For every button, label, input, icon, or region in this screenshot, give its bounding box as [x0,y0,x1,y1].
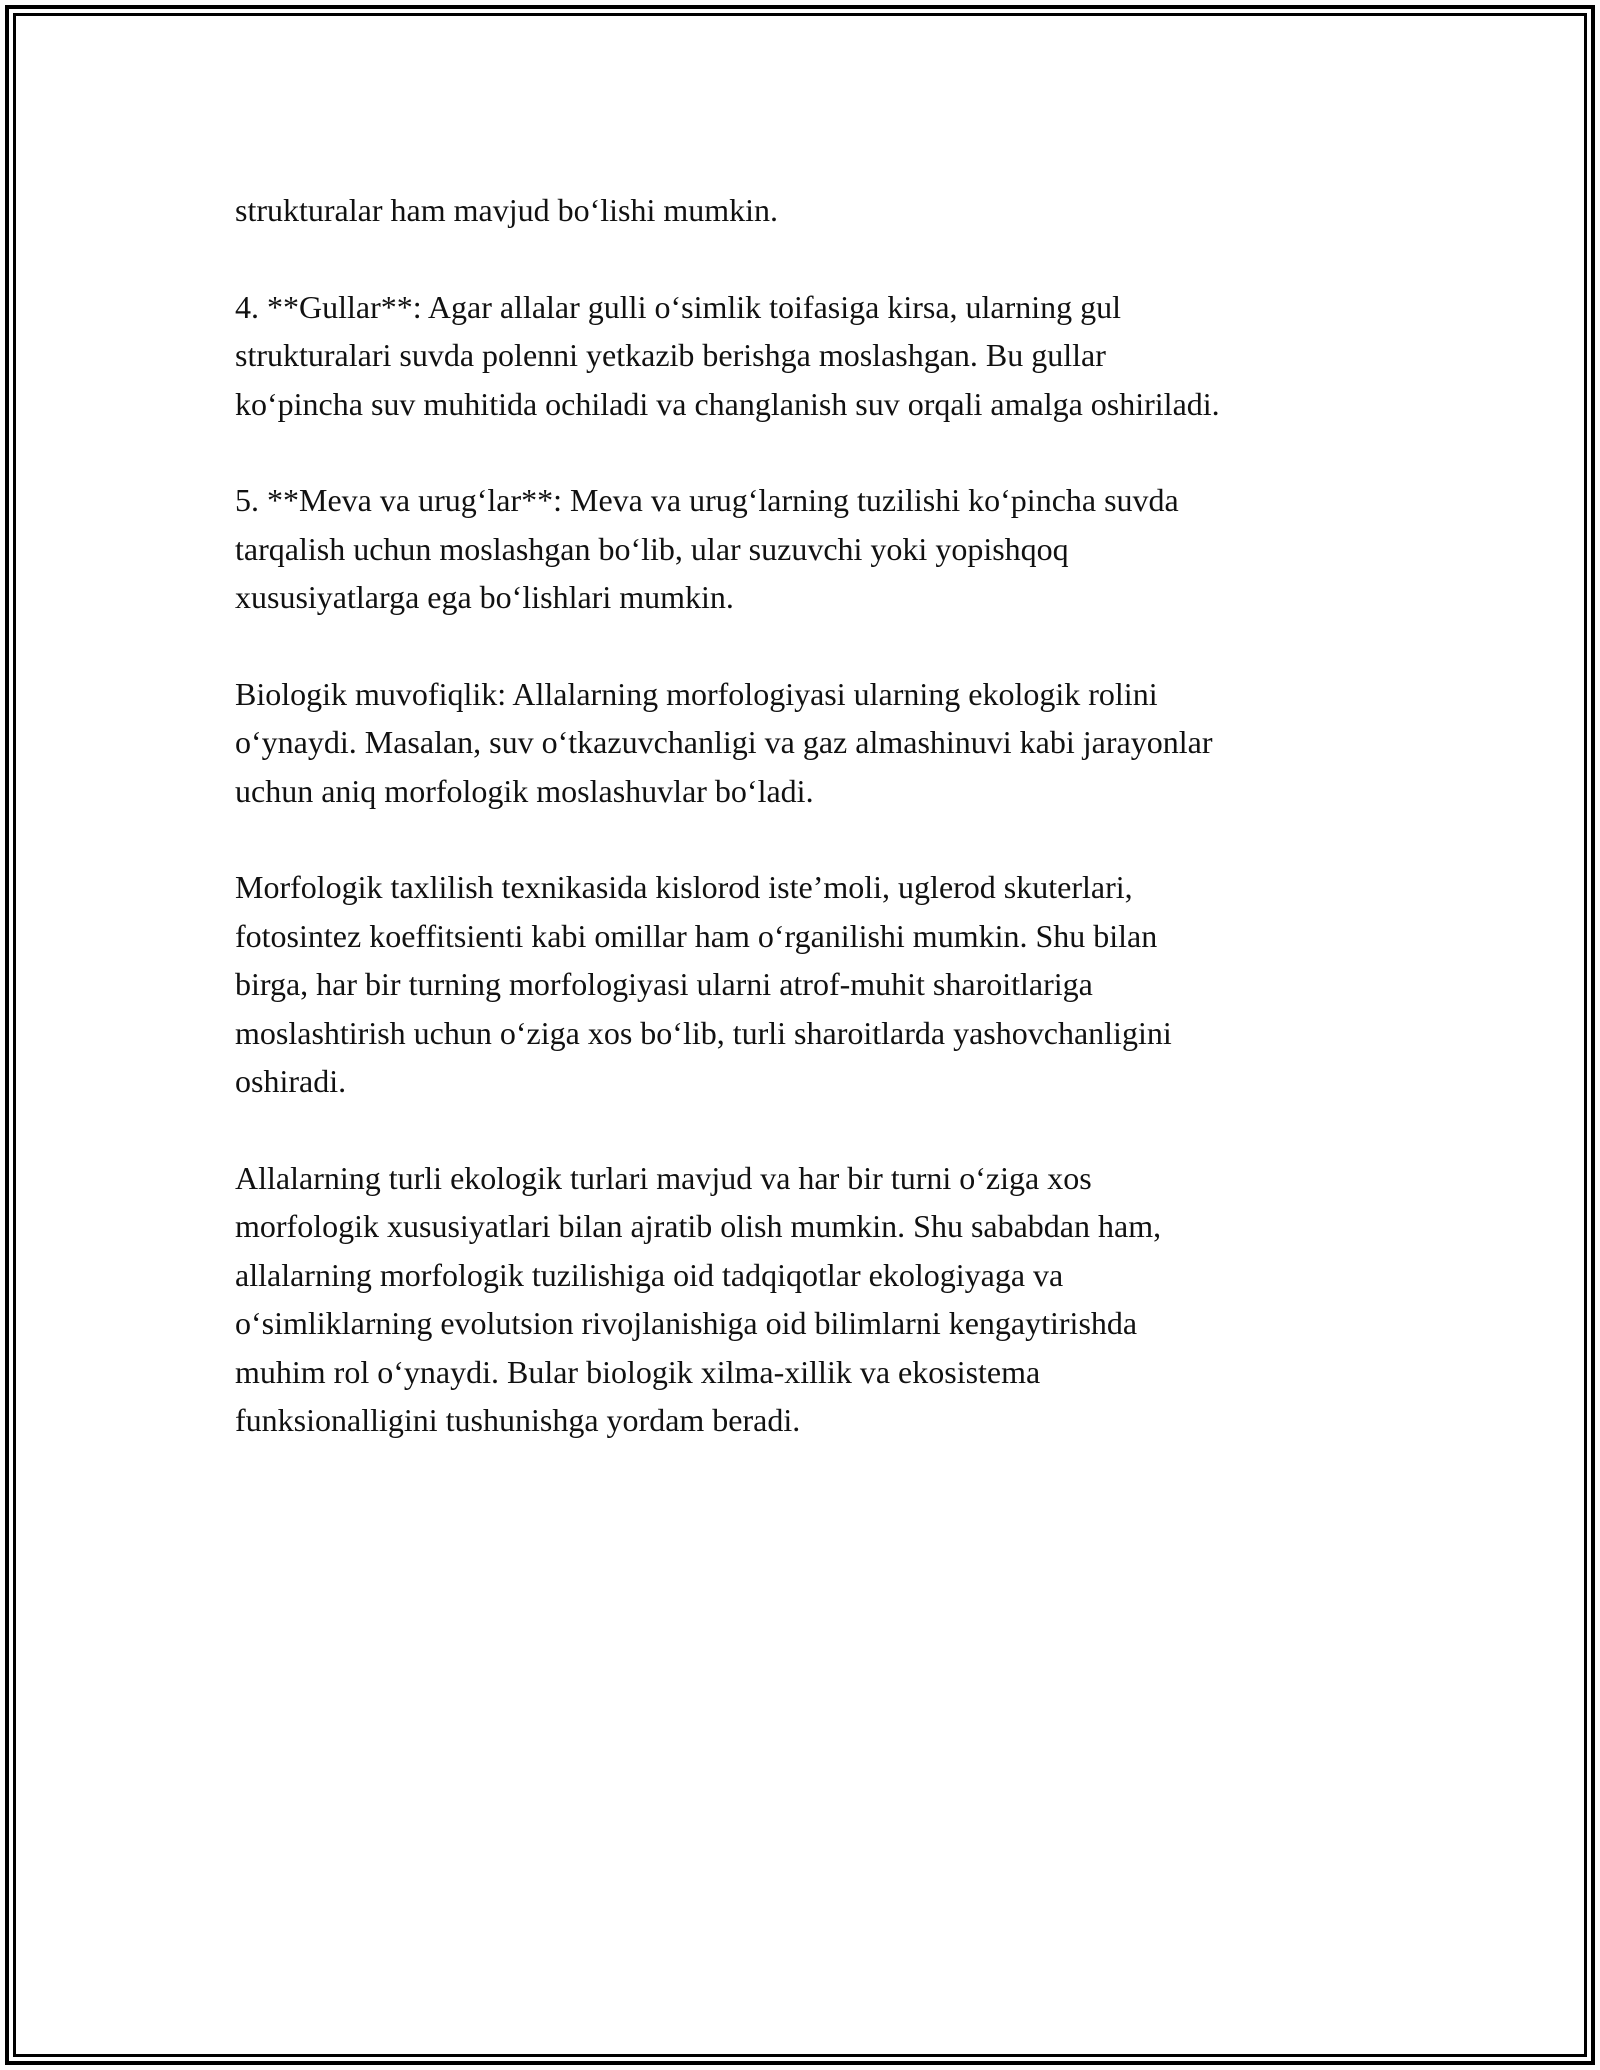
paragraph-flowers: 4. **Gullar**: Agar allalar gulli o‘simlik toifasiga kirsa, ularning gul strukturalari suvda polenni yetkazib berishga moslashgan. Bu gullar ko‘pincha suv muhitida ochiladi va changlanish suv orqali amalga oshiriladi. [235,288,1220,422]
paragraph-fruits-seeds: 5. **Meva va urug‘lar**: Meva va urug‘larning tuzilishi ko‘pincha suvda tarqalish uchun moslashgan bo‘lib, ular suzuvchi yoki yopishqoq xususiyatlarga ega bo‘lishlari mumkin. [235,482,1179,615]
paragraph-structures-continued: strukturalar ham mavjud bo‘lishi mumkin. [235,192,779,228]
paragraph-ecological-types: Allalarning turli ekologik turlari mavjud va har bir turni o‘ziga xos morfologik xususiyatlari bilan ajratib olish mumkin. Shu sababdan ham, allalarning morfologik tuzilishiga oid tadqiqotlar ekologiyaga va o‘simliklarning evolutsion rivojlanishiga oid bilimlarni kengaytirishda muhim rol o‘ynaydi. Bular biologik xilma-xillik va ekosistema funksionalligini tushunishga yordam beradi. [235,1159,1162,1438]
document-body [235,186,1395,1493]
paragraph-biological-compatibility: Biologik muvofiqlik: Allalarning morfologiyasi ularning ekologik rolini o‘ynaydi. Masalan, suv o‘tkazuvchanligi va gaz almashinuvi kabi jarayonlar uchun aniq morfologik moslashuvlar bo‘ladi. [235,675,1213,809]
paragraph-morphological-analysis: Morfologik taxlilish texnikasida kislorod iste’moli, uglerod skuterlari, fotosintez koeffitsienti kabi omillar ham o‘rganilishi mumkin. Shu bilan birga, har bir turning morfologiyasi ularni atrof-muhit sharoitlariga moslashtirish uchun o‘ziga xos bo‘lib, turli sharoitlarda yashovchanligini oshiradi. [235,869,1172,1099]
